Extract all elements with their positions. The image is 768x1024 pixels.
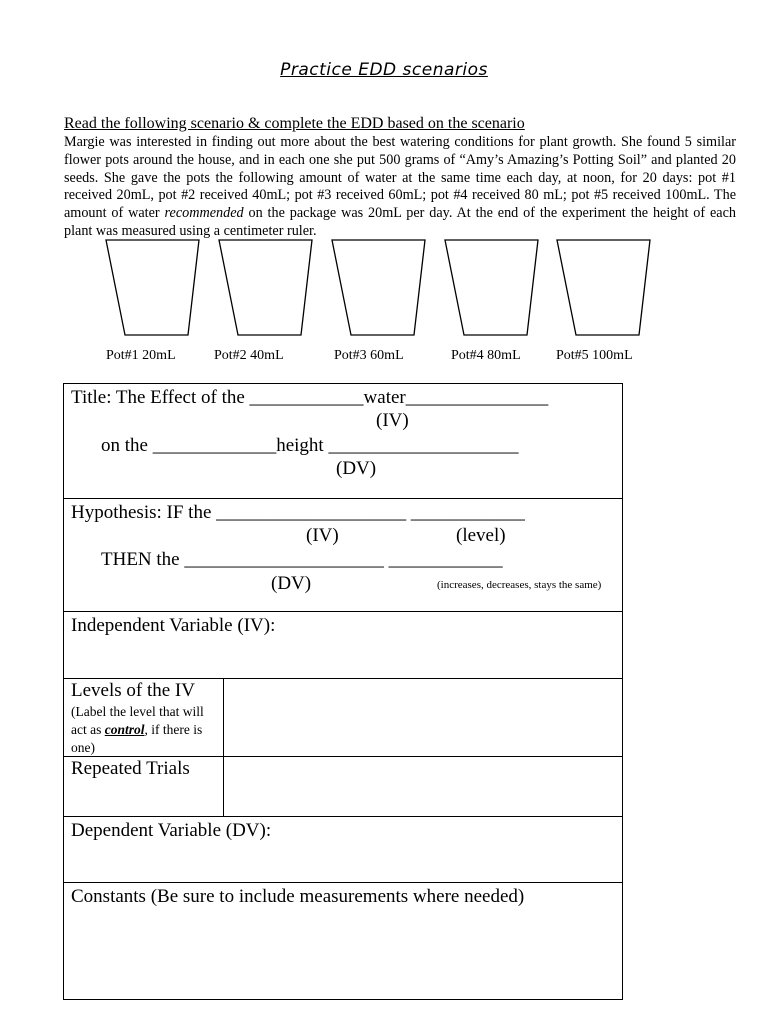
hypothesis-level-hint: (level) <box>456 525 506 546</box>
pot-1-label: Pot#1 20mL <box>106 348 176 363</box>
repeated-trials-section <box>64 756 622 816</box>
pot-3-label: Pot#3 60mL <box>334 348 404 363</box>
scenario-text <box>64 134 736 241</box>
edd-table <box>63 383 623 1000</box>
hypothesis-section <box>64 498 622 611</box>
levels-answer-cell[interactable] <box>224 679 623 757</box>
levels-of-iv-note <box>71 703 221 757</box>
edd-title-dv-hint: (DV) <box>336 458 377 479</box>
independent-variable-section[interactable] <box>64 611 622 678</box>
edd-title-second-line[interactable]: on the _____________height ____________________ <box>101 435 519 456</box>
repeated-trials-answer-cell[interactable] <box>224 757 623 817</box>
scenario-text-before: Margie was interested in finding out more about the best watering conditions for plant growth. She found 5 similar flower pots around the house, and in each one she put 500 grams of “Amy’s Amazing’s Potting Soil” and planted 20 seeds. She gave the pots the following amount of water at the same time each day, at noon, for 20 days: pot #1 received 20mL, pot #2 received 40mL; pot #3 received 60mL; pot #4 received 80 mL; pot #5 received 100mL. The amount of water <box>64 134 736 222</box>
levels-note-before: (Label the level that will act as <box>71 704 204 737</box>
edd-title-section <box>64 384 622 498</box>
edd-title-line[interactable]: Title: The Effect of the ____________water_______________ <box>71 387 549 408</box>
repeated-trials-label: Repeated Trials <box>71 758 190 779</box>
levels-of-iv-label: Levels of the IV <box>71 680 195 701</box>
pot-4-label: Pot#4 80mL <box>451 348 521 363</box>
flower-pots-illustration <box>0 238 768 338</box>
hypothesis-change-hint: (increases, decreases, stays the same) <box>437 579 602 591</box>
pot-2-drawing <box>219 240 312 335</box>
hypothesis-iv-hint: (IV) <box>306 525 339 546</box>
dependent-variable-label: Dependent Variable (DV): <box>71 820 272 841</box>
pot-5-label: Pot#5 100mL <box>556 348 633 363</box>
constants-label: Constants (Be sure to include measurements where needed) <box>71 886 525 907</box>
edd-title-iv-hint: (IV) <box>376 410 409 431</box>
worksheet-title: Practice EDD scenarios <box>280 60 488 80</box>
scenario-emphasis: recommended <box>164 205 244 222</box>
pot-4-drawing <box>445 240 538 335</box>
hypothesis-if-line[interactable]: Hypothesis: IF the ____________________ ____________ <box>71 502 525 523</box>
dependent-variable-section[interactable] <box>64 816 622 882</box>
control-keyword: control <box>104 722 145 737</box>
constants-section[interactable] <box>64 882 622 999</box>
pot-1-drawing <box>106 240 199 335</box>
pot-2-label: Pot#2 40mL <box>214 348 284 363</box>
hypothesis-then-line[interactable]: THEN the _____________________ ____________ <box>101 549 503 570</box>
hypothesis-dv-hint: (DV) <box>271 573 312 594</box>
pot-5-drawing <box>557 240 650 335</box>
instructions: Read the following scenario & complete the EDD based on the scenario <box>64 115 525 132</box>
scenario-text-after: on the package was 20mL per day. At the end of the experiment the height of each plant was measured using a centimeter ruler. <box>64 205 736 239</box>
pot-3-drawing <box>332 240 425 335</box>
independent-variable-label: Independent Variable (IV): <box>71 615 276 636</box>
levels-of-iv-section <box>64 678 622 756</box>
levels-note-after: , if there is one) <box>71 722 203 755</box>
